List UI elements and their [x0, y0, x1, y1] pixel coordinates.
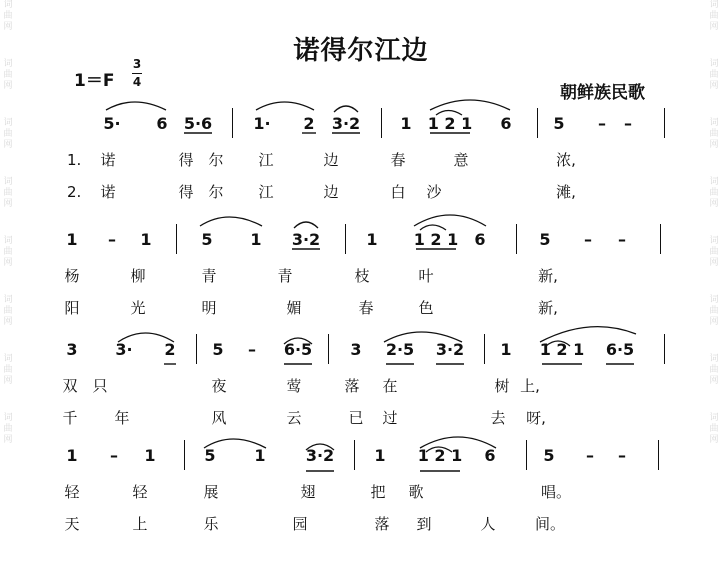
lyric-word: 轻 — [132, 483, 148, 501]
slur — [106, 102, 166, 110]
melody-line — [0, 114, 722, 142]
note: – — [624, 114, 632, 133]
lyric-line — [0, 514, 722, 538]
lyric-word: 得 — [178, 151, 194, 169]
watermark-glyph: 词 — [3, 413, 13, 423]
bar-line — [184, 440, 185, 470]
watermark-glyph: 词 — [3, 118, 13, 128]
note: 3 — [350, 340, 362, 359]
note: 5 — [212, 340, 224, 359]
watermark-glyph: 词 — [3, 236, 13, 246]
lyric-word: 落 — [344, 377, 360, 395]
melody-line — [0, 446, 722, 474]
lyric-word: 园 — [292, 515, 308, 533]
note: – — [248, 340, 256, 359]
note: 1 2 1 — [417, 446, 463, 465]
verse-number: 2. — [67, 183, 82, 201]
lyric-word: 风 — [211, 409, 227, 427]
lyric-word: 过 — [382, 409, 398, 427]
watermark-glyph: 网 — [709, 317, 719, 327]
watermark-glyph: 网 — [3, 258, 13, 268]
note: 3·2 — [435, 340, 465, 359]
lyric-word: 杨 — [64, 267, 80, 285]
lyric-word: 边 — [323, 151, 339, 169]
lyric-word: 尔 — [208, 183, 224, 201]
note: 3·2 — [331, 114, 361, 133]
note: 5· — [103, 114, 121, 133]
lyric-word: 展 — [203, 483, 219, 501]
note: 1 2 1 — [539, 340, 585, 359]
watermark-glyph: 曲 — [3, 247, 13, 257]
note: 1 — [66, 446, 78, 465]
lyric-word: 新, — [538, 267, 558, 285]
lyric-word: 明 — [201, 299, 217, 317]
watermark-glyph: 网 — [3, 376, 13, 386]
watermark-glyph: 曲 — [709, 247, 719, 257]
lyric-word: 夜 — [211, 377, 227, 395]
lyric-line — [0, 150, 722, 174]
lyric-line — [0, 182, 722, 206]
melody-line — [0, 340, 722, 368]
lyric-word: 呀, — [526, 409, 546, 427]
note: 6 — [484, 446, 496, 465]
note: 1 2 1 — [413, 230, 459, 249]
note: 5 — [201, 230, 213, 249]
lyric-word: 人 — [480, 515, 496, 533]
watermark-glyph: 网 — [3, 140, 13, 150]
note: 1 — [144, 446, 156, 465]
bar-line — [381, 108, 382, 138]
lyric-word: 年 — [114, 409, 130, 427]
lyric-word: 春 — [358, 299, 374, 317]
watermark-glyph: 曲 — [3, 129, 13, 139]
lyric-word: 已 — [348, 409, 364, 427]
lyric-word: 阳 — [64, 299, 80, 317]
note: 3·2 — [291, 230, 321, 249]
note: 3· — [115, 340, 133, 359]
note: 6 — [500, 114, 512, 133]
lyric-word: 树 — [494, 377, 510, 395]
note: 3 — [66, 340, 78, 359]
note: – — [618, 446, 626, 465]
lyric-word: 尔 — [208, 151, 224, 169]
watermark-glyph: 曲 — [709, 306, 719, 316]
note: 6·5 — [283, 340, 313, 359]
watermark-glyph: 词 — [3, 0, 13, 10]
bar-line — [232, 108, 233, 138]
lyric-word: 乐 — [203, 515, 219, 533]
note: 6 — [474, 230, 486, 249]
note: 2 — [303, 114, 315, 133]
watermark-glyph: 曲 — [709, 188, 719, 198]
lyric-word: 意 — [453, 151, 469, 169]
lyric-word: 莺 — [286, 377, 302, 395]
lyric-word: 天 — [64, 515, 80, 533]
watermark-glyph: 网 — [709, 435, 719, 445]
lyric-word: 诺 — [100, 183, 116, 201]
lyric-line — [0, 376, 722, 400]
watermark-glyph: 词 — [3, 177, 13, 187]
watermark-glyph: 词 — [709, 236, 719, 246]
watermark-glyph: 网 — [709, 258, 719, 268]
watermark-glyph: 曲 — [3, 306, 13, 316]
bar-line — [664, 334, 665, 364]
note: 5 — [204, 446, 216, 465]
note: – — [586, 446, 594, 465]
lyric-word: 歌 — [408, 483, 424, 501]
song-origin: 朝鲜族民歌 — [560, 83, 645, 103]
watermark-glyph: 网 — [709, 81, 719, 91]
watermark-glyph: 网 — [3, 22, 13, 32]
note: – — [584, 230, 592, 249]
song-title: 诺得尔江边 — [293, 36, 429, 66]
watermark-glyph: 词 — [3, 295, 13, 305]
lyric-word: 叶 — [418, 267, 434, 285]
lyric-line — [0, 408, 722, 432]
lyric-word: 翅 — [300, 483, 316, 501]
lyric-word: 滩, — [556, 183, 576, 201]
watermark-glyph: 词 — [709, 118, 719, 128]
lyric-word: 新, — [538, 299, 558, 317]
lyric-word: 只 — [92, 377, 108, 395]
watermark-glyph: 词 — [709, 413, 719, 423]
bar-line — [660, 224, 661, 254]
watermark-glyph: 词 — [709, 59, 719, 69]
note: 1 — [66, 230, 78, 249]
lyric-word: 青 — [277, 267, 293, 285]
lyric-word: 得 — [178, 183, 194, 201]
verse-number: 1. — [67, 151, 82, 169]
bar-line — [658, 440, 659, 470]
note: – — [110, 446, 118, 465]
lyric-word: 柳 — [130, 267, 146, 285]
bar-line — [354, 440, 355, 470]
bar-line — [526, 440, 527, 470]
watermark-glyph: 曲 — [709, 70, 719, 80]
note: 3·2 — [305, 446, 335, 465]
lyric-line — [0, 482, 722, 506]
slur — [200, 217, 262, 226]
watermark-glyph: 网 — [709, 376, 719, 386]
lyric-word: 唱。 — [540, 483, 572, 501]
watermark-glyph: 曲 — [709, 129, 719, 139]
bar-line — [484, 334, 485, 364]
note: 5·6 — [183, 114, 213, 133]
lyric-word: 双 — [62, 377, 78, 395]
watermark-glyph: 网 — [709, 199, 719, 209]
note: 1 — [140, 230, 152, 249]
slur — [414, 215, 486, 226]
note: 1· — [253, 114, 271, 133]
bar-line — [196, 334, 197, 364]
lyric-word: 去 — [490, 409, 506, 427]
note: 1 — [254, 446, 266, 465]
bar-line — [537, 108, 538, 138]
note: 1 — [366, 230, 378, 249]
key-signature: 1＝F — [74, 71, 115, 91]
watermark-glyph: 网 — [3, 199, 13, 209]
watermark-glyph: 词 — [709, 0, 719, 10]
lyric-word: 诺 — [100, 151, 116, 169]
watermark-glyph: 网 — [3, 435, 13, 445]
bar-line — [516, 224, 517, 254]
watermark-glyph: 曲 — [3, 11, 13, 21]
watermark-glyph: 曲 — [3, 70, 13, 80]
note: 1 — [500, 340, 512, 359]
lyric-word: 轻 — [64, 483, 80, 501]
lyric-word: 白 — [390, 183, 406, 201]
note: 6 — [156, 114, 168, 133]
note: 1 2 1 — [427, 114, 473, 133]
slur — [256, 102, 314, 110]
slur — [334, 106, 358, 112]
lyric-word: 在 — [382, 377, 398, 395]
lyric-word: 江 — [258, 151, 274, 169]
watermark-glyph: 词 — [3, 354, 13, 364]
lyric-word: 沙 — [426, 183, 442, 201]
watermark-glyph: 网 — [709, 140, 719, 150]
watermark-glyph: 曲 — [3, 365, 13, 375]
watermark-glyph: 曲 — [709, 365, 719, 375]
bar-line — [328, 334, 329, 364]
lyric-word: 云 — [286, 409, 302, 427]
slur — [294, 222, 318, 228]
note: 1 — [374, 446, 386, 465]
bar-line — [176, 224, 177, 254]
note: 2·5 — [385, 340, 415, 359]
bar-line — [664, 108, 665, 138]
lyric-word: 千 — [62, 409, 78, 427]
lyric-word: 间。 — [534, 515, 566, 533]
lyric-line — [0, 266, 722, 290]
lyric-word: 上, — [520, 377, 540, 395]
note: 1 — [250, 230, 262, 249]
watermark-glyph: 曲 — [709, 424, 719, 434]
watermark-glyph: 网 — [3, 317, 13, 327]
note: – — [598, 114, 606, 133]
note: 5 — [553, 114, 565, 133]
watermark-glyph: 词 — [709, 354, 719, 364]
note: 1 — [400, 114, 412, 133]
lyric-word: 把 — [370, 483, 386, 501]
lyric-word: 枝 — [354, 267, 370, 285]
note: 5 — [543, 446, 555, 465]
watermark-glyph: 曲 — [3, 188, 13, 198]
watermark-glyph: 词 — [3, 59, 13, 69]
lyric-word: 春 — [390, 151, 406, 169]
lyric-word: 色 — [418, 299, 434, 317]
note: 2 — [164, 340, 176, 359]
lyric-word: 落 — [374, 515, 390, 533]
lyric-word: 上 — [132, 515, 148, 533]
note: 5 — [539, 230, 551, 249]
note: – — [618, 230, 626, 249]
watermark-glyph: 词 — [709, 177, 719, 187]
watermark-glyph: 曲 — [709, 11, 719, 21]
lyric-word: 边 — [323, 183, 339, 201]
note: – — [108, 230, 116, 249]
slur — [430, 100, 510, 110]
lyric-word: 浓, — [556, 151, 576, 169]
watermark-glyph: 词 — [709, 295, 719, 305]
melody-line — [0, 230, 722, 258]
watermark-glyph: 网 — [709, 22, 719, 32]
meter-bottom: 4 — [132, 75, 142, 89]
lyric-line — [0, 298, 722, 322]
lyric-word: 光 — [130, 299, 146, 317]
lyric-word: 媚 — [286, 299, 302, 317]
lyric-word: 江 — [258, 183, 274, 201]
meter-top: 3 — [132, 57, 142, 71]
lyric-word: 青 — [201, 267, 217, 285]
bar-line — [345, 224, 346, 254]
watermark-glyph: 网 — [3, 81, 13, 91]
note: 6·5 — [605, 340, 635, 359]
lyric-word: 到 — [416, 515, 432, 533]
watermark-glyph: 曲 — [3, 424, 13, 434]
